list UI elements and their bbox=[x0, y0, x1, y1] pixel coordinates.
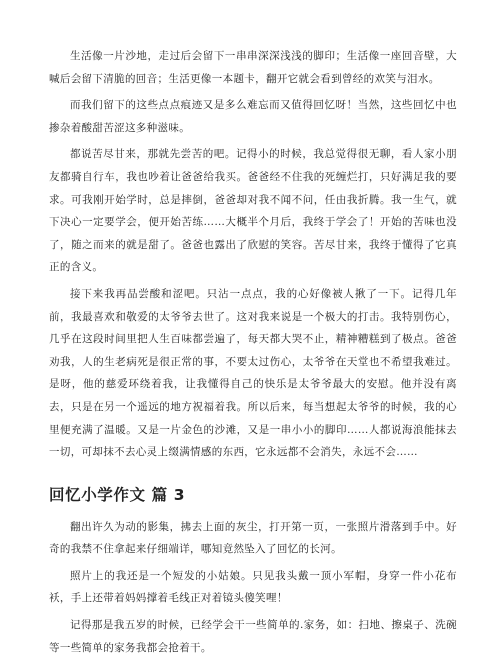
paragraph: 都说苦尽甘来，那就先尝苦的吧。记得小的时候，我总觉得很无聊，看人家小朋友都骑自行车，我也吵着让爸爸给我买。爸爸经不住我的死缠烂打，只好满足我的要求。可我刚开始学时，总是摔倒，爸爸却对我不闻不问，任由我折腾。我一生气，就下决心一定要学会，便开始苦练……大概半个月后，我终于学会了！开始的苦味也没了，随之而来的就是甜了。爸爸也露出了欣慰的笑容。苦尽甘来，我终于懂得了它真正的含义。 bbox=[49, 148, 457, 274]
essay-section-3 bbox=[49, 516, 457, 660]
paragraph: 接下来我再品尝酸和涩吧。只沾一点点，我的心好像被人揪了一下。记得几年前，我最喜欢和敬爱的太爷爷去世了。这对我来说是一个极大的打击。我特别伤心，几乎在这段时间里把人生百味都尝遍了，每天都大哭不止，精神糟糕到了极点。爸爸劝我，人的生老病死是很正常的事，不要太过伤心，太爷爷在天堂也不希望我难过。是呀，他的慈爱环绕着我，让我懂得自己的快乐是太爷爷最大的安慰。他并没有离去，只是在另一个遥远的地方祝福着我。所以后来，每当想起太爷爷的时候，我的心里便充满了温暖。又是一片金色的沙滩，又是一串小小的脚印……人都说海浪能抹去一切，可却抹不去心灵上缀满情感的东西，它永远都不会消失，永远不会…… bbox=[49, 287, 457, 459]
section-heading: 回忆小学作文 篇 3 bbox=[49, 485, 186, 504]
paragraph: 翻出许久为动的影集，拂去上面的灰尘，打开第一页，一张照片滑落到手中。好奇的我禁不住拿起来仔细端详，哪知竟然坠入了回忆的长河。 bbox=[49, 520, 457, 556]
paragraph: 照片上的我还是一个短发的小姑娘。只见我头戴一顶小军帽，身穿一件小花布袄，手上还带着妈妈撑着毛线正对着镜头傻笑哩！ bbox=[49, 569, 457, 605]
paragraph: 记得那是我五岁的时候，已经学会干一些简单的.家务，如：扫地、擦桌子、洗碗等一些简单的家务我都会抢着干。 bbox=[49, 619, 457, 654]
essay-section-2 bbox=[49, 45, 457, 464]
paragraph: 而我们留下的这些点点痕迹又是多么难忘而又值得回忆呀！当然，这些回忆中也掺杂着酸甜苦涩这多种滋味。 bbox=[49, 99, 457, 134]
paragraph: 生活像一片沙地，走过后会留下一串串深深浅浅的脚印；生活像一座回音壁，大喊后会留下清脆的回音；生活更像一本题卡，翻开它就会看到曾经的欢笑与泪水。 bbox=[49, 50, 457, 85]
document-page bbox=[49, 45, 457, 663]
